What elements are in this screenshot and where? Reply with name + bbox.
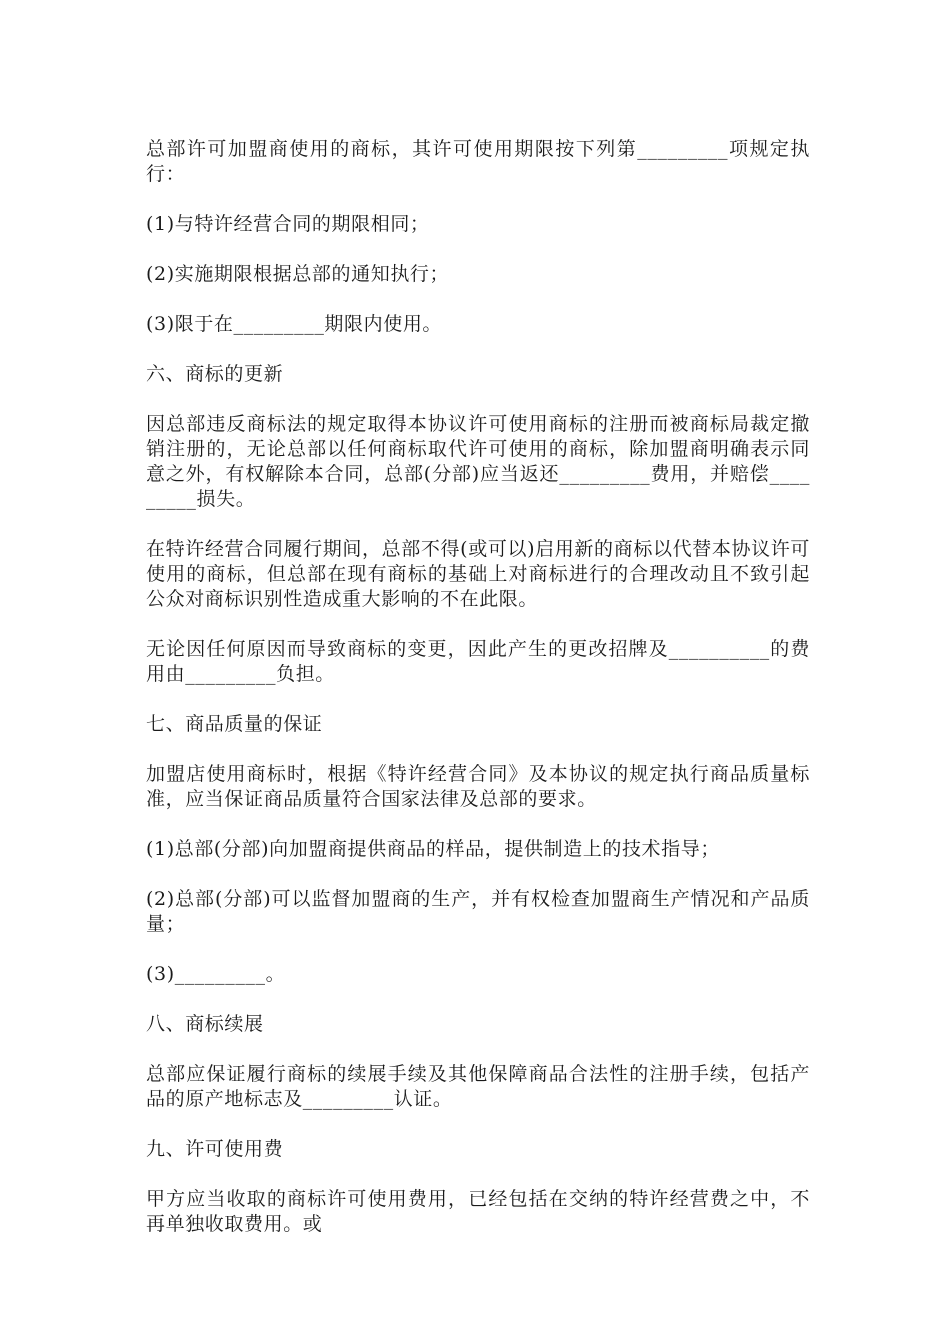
list-item-quality-1: (1)总部(分部)向加盟商提供商品的样品，提供制造上的技术指导； xyxy=(146,838,720,860)
section-heading-8: 八、商标续展 xyxy=(146,1013,264,1035)
paragraph-new-trademark: 在特许经营合同履行期间，总部不得(或可以)启用新的商标以代替本协议许可使用的商标，但总部在现有商标的基础上对商标进行的合理改动且不致引起公众对商标识别性造成重大影响的不在此限。 xyxy=(146,538,810,610)
list-item-2: (2)实施期限根据总部的通知执行； xyxy=(146,263,450,285)
paragraph-quality-standard: 加盟店使用商标时，根据《特许经营合同》及本协议的规定执行商品质量标准，应当保证商品质量符合国家法律及总部的要求。 xyxy=(146,763,810,810)
section-heading-6: 六、商标的更新 xyxy=(146,363,284,385)
list-item-3: (3)限于在_________期限内使用。 xyxy=(146,313,443,335)
document-body xyxy=(146,137,810,1262)
paragraph-renewal: 总部应保证履行商标的续展手续及其他保障商品合法性的注册手续，包括产品的原产地标志及_________认证。 xyxy=(146,1063,810,1110)
list-item-quality-2: (2)总部(分部)可以监督加盟商的生产，并有权检查加盟商生产情况和产品质量； xyxy=(146,888,810,935)
section-heading-9: 九、许可使用费 xyxy=(146,1138,284,1160)
paragraph-license-fee: 甲方应当收取的商标许可使用费用，已经包括在交纳的特许经营费之中，不再单独收取费用。或 xyxy=(146,1188,810,1235)
section-heading-7: 七、商品质量的保证 xyxy=(146,713,323,735)
list-item-quality-3: (3)_________。 xyxy=(146,963,286,985)
paragraph-revocation: 因总部违反商标法的规定取得本协议许可使用商标的注册而被商标局裁定撤销注册的，无论总部以任何商标取代许可使用的商标，除加盟商明确表示同意之外，有权解除本合同，总部(分部)应当返还_________费用，并赔偿_________损失。 xyxy=(146,413,810,510)
paragraph-change-cost: 无论因任何原因而导致商标的变更，因此产生的更改招牌及__________的费用由_________负担。 xyxy=(146,638,810,685)
list-item-1: (1)与特许经营合同的期限相同； xyxy=(146,213,430,235)
paragraph-term-clause: 总部许可加盟商使用的商标，其许可使用期限按下列第_________项规定执行： xyxy=(146,138,810,185)
